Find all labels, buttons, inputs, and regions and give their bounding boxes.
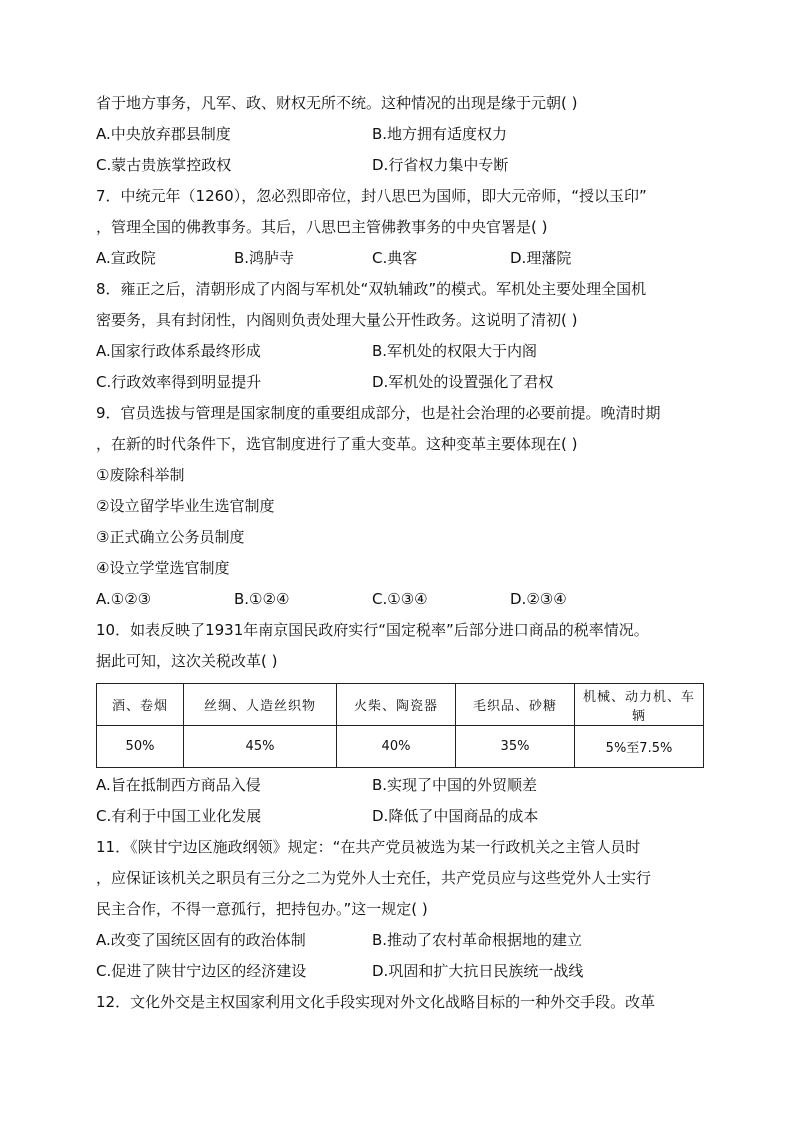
option-d[interactable]: D.②③④ [510, 590, 567, 608]
question-6-stem: 省于地方事务，凡军、政、财权无所不统。这种情况的出现是缘于元朝( ) [96, 94, 578, 112]
table-header-cell: 丝绸、人造丝织物 [184, 684, 337, 726]
table-cell: 50% [97, 726, 184, 768]
question-12-stem: 12．文化外交是主权国家利用文化手段实现对外文化战略目标的一种外交手段。改革 [96, 993, 656, 1011]
question-11-stem-cont: ，应保证该机关之职员有三分之二为党外人士充任，共产党员应与这些党外人士实行 [96, 869, 652, 887]
option-a[interactable]: A.宣政院 [96, 249, 156, 267]
question-7-options [96, 243, 704, 274]
question-10-stem-cont: 据此可知，这次关税改革( ) [96, 652, 278, 670]
question-8-stem: 8．雍正之后，清朝形成了内阁与军机处“双轨辅政”的模式。军机处主要处理全国机 [96, 280, 647, 298]
question-11-options-row2 [96, 956, 704, 987]
option-b[interactable]: B.地方拥有适度权力 [372, 125, 508, 143]
question-6-options-row2 [96, 150, 704, 181]
question-10-options-row2 [96, 801, 704, 832]
option-d[interactable]: D.降低了中国商品的成本 [372, 807, 539, 825]
question-8-options-row2 [96, 367, 704, 398]
option-a[interactable]: A.中央放弃郡县制度 [96, 125, 231, 143]
question-6-options-row1 [96, 119, 704, 150]
option-c[interactable]: C.促进了陕甘宁边区的经济建设 [96, 962, 307, 980]
exam-page [96, 88, 704, 1018]
option-d[interactable]: D.巩固和扩大抗日民族统一战线 [372, 962, 584, 980]
question-10-stem: 10．如表反映了1931年南京国民政府实行“国定税率”后部分进口商品的税率情况。 [96, 621, 649, 639]
question-9-stem-cont: ，在新的时代条件下，选官制度进行了重大变革。这种变革主要体现在( ) [96, 435, 578, 453]
option-c[interactable]: C.有利于中国工业化发展 [96, 807, 262, 825]
table-cell: 40% [337, 726, 456, 768]
table-cell: 45% [184, 726, 337, 768]
table-cell: 35% [456, 726, 575, 768]
question-8-stem-cont: 密要务，具有封闭性，内阁则负责处理大量公开性政务。这说明了清初( ) [96, 311, 578, 329]
option-c[interactable]: C.行政效率得到明显提升 [96, 373, 262, 391]
question-9-item-1: ①废除科举制 [96, 466, 185, 484]
question-9-item-4: ④设立学堂选官制度 [96, 559, 230, 577]
option-b[interactable]: B.鸿胪寺 [234, 249, 295, 267]
tariff-rate-row [97, 726, 704, 768]
question-11-stem-end: 民主合作，不得一意孤行，把持包办。”这一规定( ) [96, 900, 428, 918]
option-b[interactable]: B.军机处的权限大于内阁 [372, 342, 538, 360]
option-c[interactable]: C.蒙古贵族掌控政权 [96, 156, 232, 174]
option-a[interactable]: A.国家行政体系最终形成 [96, 342, 261, 360]
option-a[interactable]: A.改变了国统区固有的政治体制 [96, 931, 306, 949]
option-d[interactable]: D.军机处的设置强化了君权 [372, 373, 554, 391]
question-11-stem: 11．《陕甘宁边区施政纲领》规定：“在共产党员被选为某一行政机关之主管人员时 [96, 838, 641, 856]
option-b[interactable]: B.实现了中国的外贸顺差 [372, 776, 538, 794]
option-c[interactable]: C.典客 [372, 249, 418, 267]
table-header-cell: 机械、动力机、车辆 [575, 684, 704, 726]
question-8-options-row1 [96, 336, 704, 367]
question-9-item-2: ②设立留学毕业生选官制度 [96, 497, 275, 515]
option-b[interactable]: B.①②④ [234, 590, 290, 608]
table-header-cell: 酒、卷烟 [97, 684, 184, 726]
question-10-options-row1 [96, 770, 704, 801]
option-d[interactable]: D.行省权力集中专断 [372, 156, 509, 174]
option-c[interactable]: C.①③④ [372, 590, 428, 608]
question-9-options [96, 584, 704, 615]
question-9-item-3: ③正式确立公务员制度 [96, 528, 245, 546]
question-9-stem: 9．官员选拔与管理是国家制度的重要组成部分，也是社会治理的必要前提。晚清时期 [96, 404, 661, 422]
table-cell: 5%至7.5% [575, 726, 704, 768]
tariff-table [96, 683, 704, 768]
option-a[interactable]: A.①②③ [96, 590, 152, 608]
option-b[interactable]: B.推动了农村革命根据地的建立 [372, 931, 583, 949]
option-d[interactable]: D.理藩院 [510, 249, 572, 267]
question-7-stem-cont: ，管理全国的佛教事务。其后，八思巴主管佛教事务的中央官署是( ) [96, 218, 548, 236]
tariff-header-row [97, 684, 704, 726]
question-11-options-row1 [96, 925, 704, 956]
table-header-cell: 火柴、陶瓷器 [337, 684, 456, 726]
question-7-stem: 7．中统元年（1260），忽必烈即帝位，封八思巴为国师，即大元帝师，“授以玉印” [96, 187, 647, 205]
option-a[interactable]: A.旨在抵制西方商品入侵 [96, 776, 261, 794]
table-header-cell: 毛织品、砂糖 [456, 684, 575, 726]
